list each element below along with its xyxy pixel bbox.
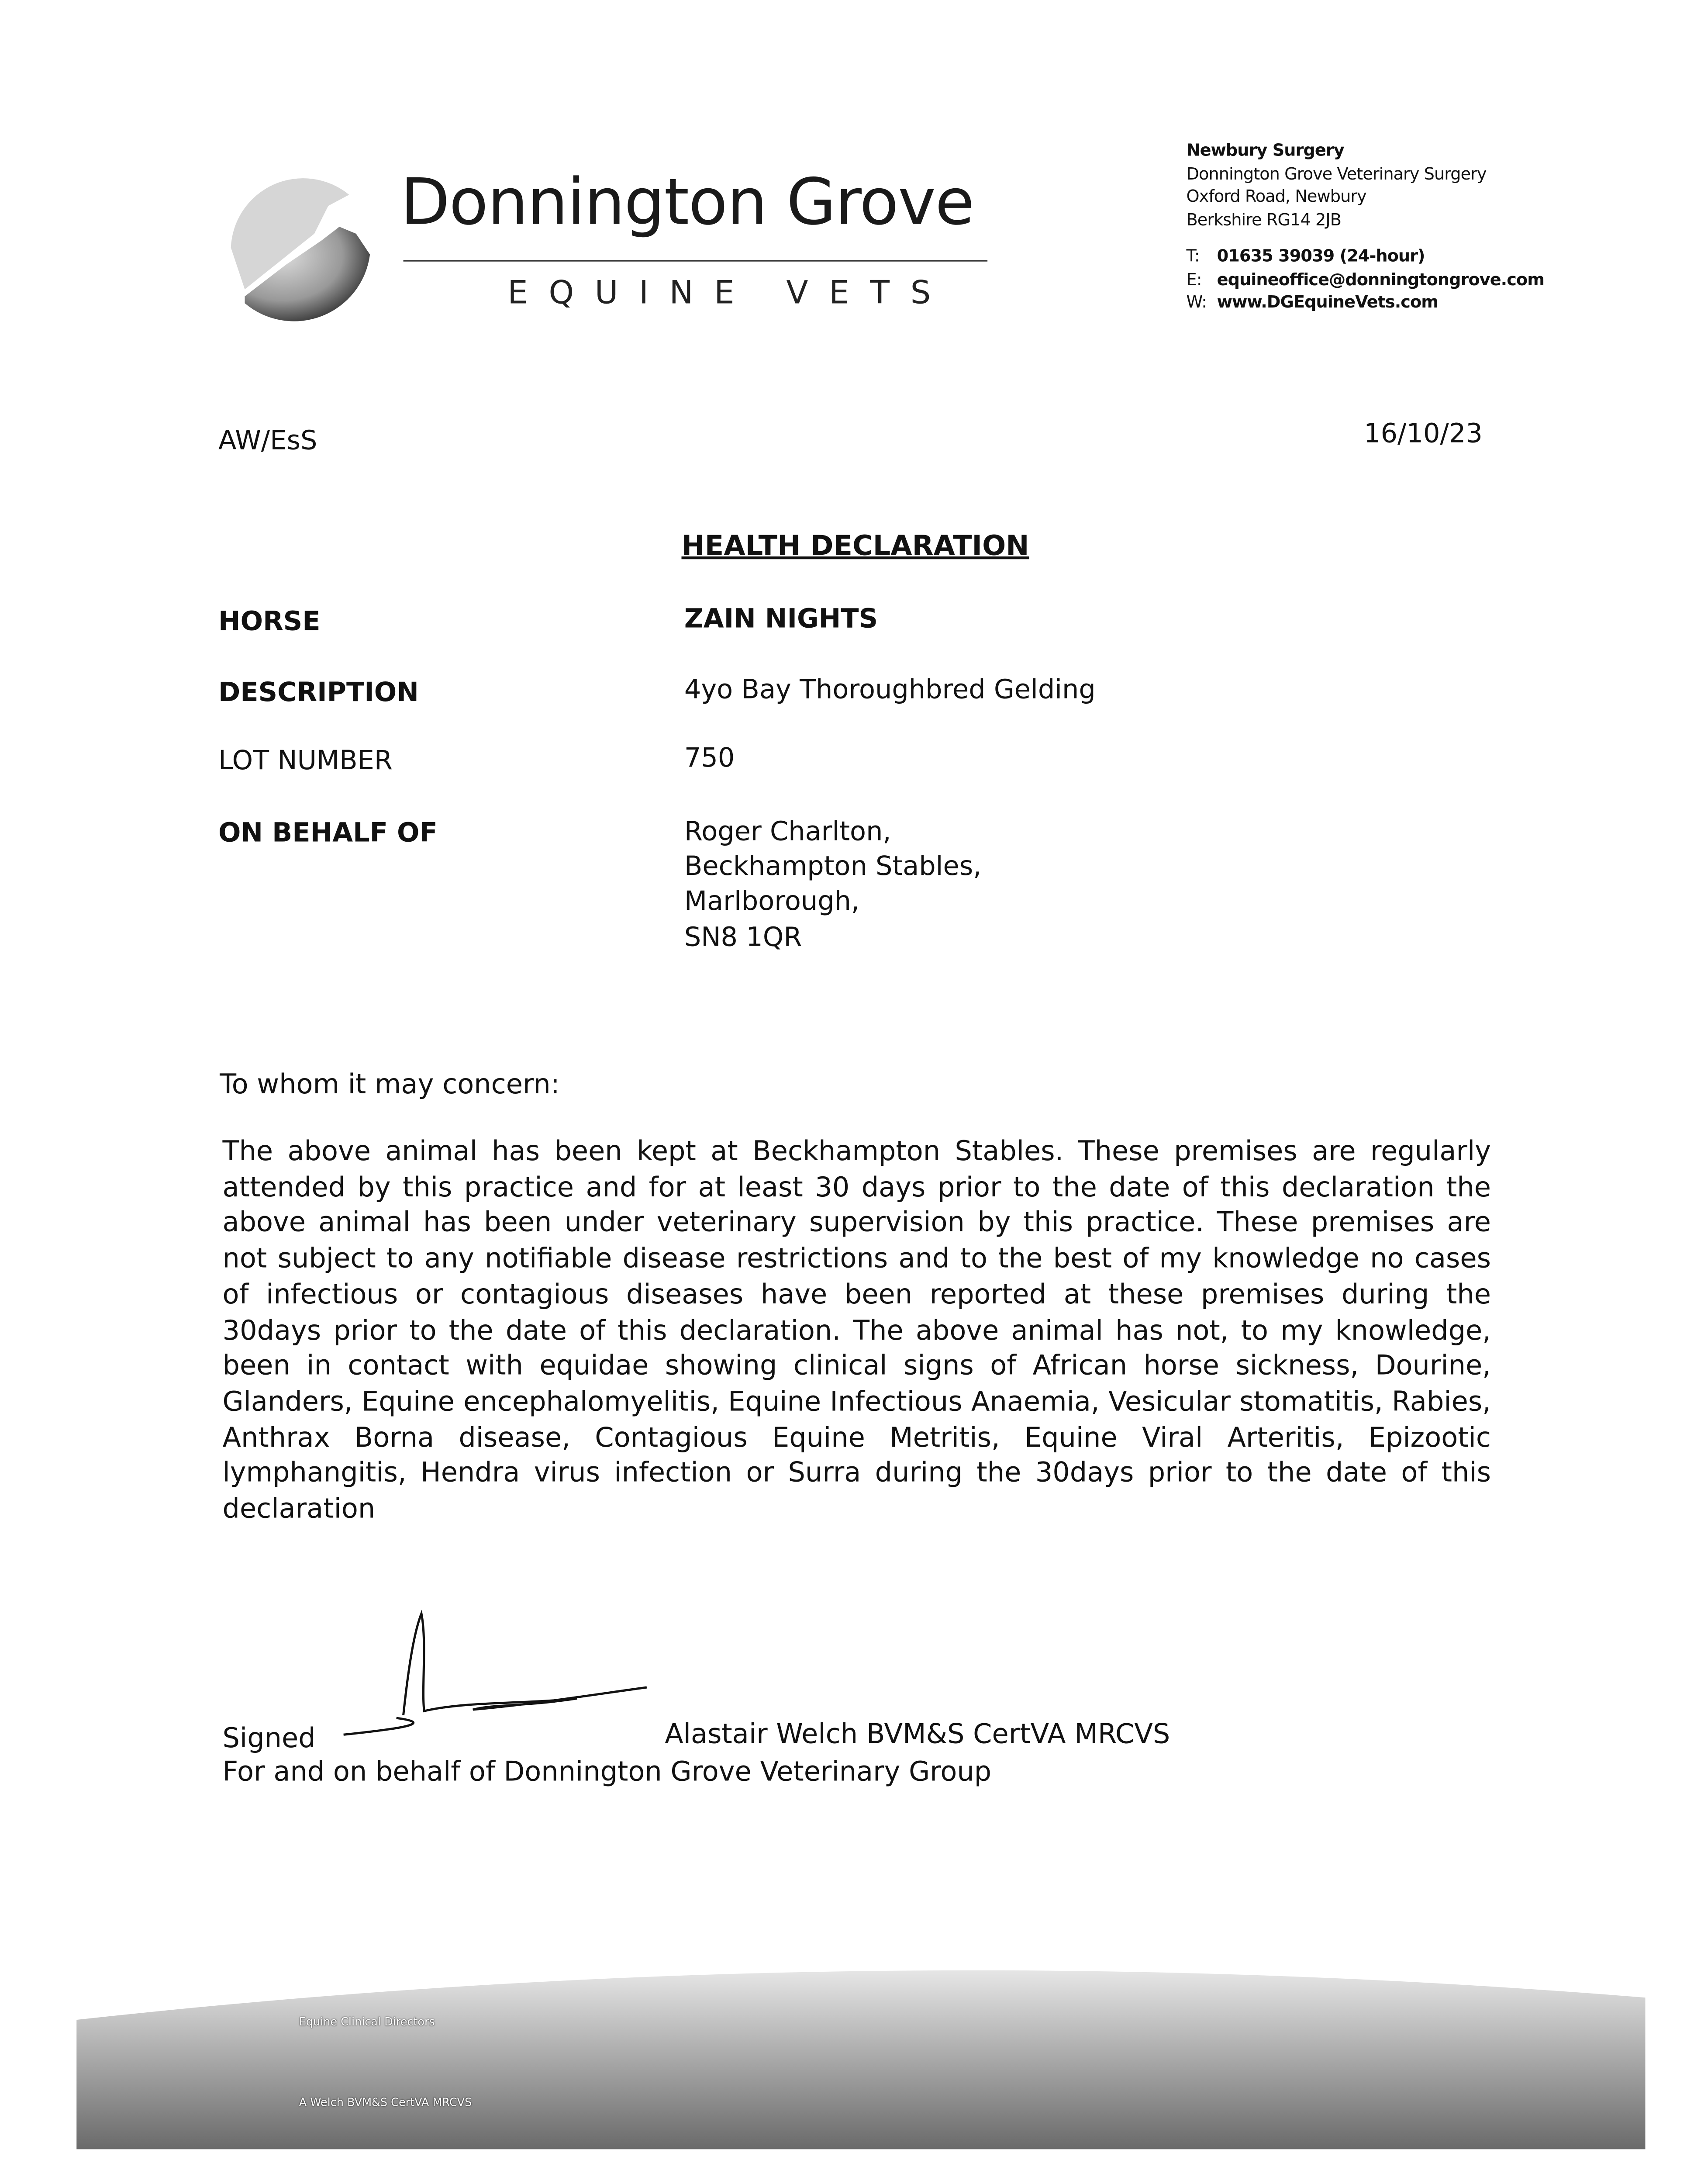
behalf-line: Marlborough, [684,886,860,917]
lot-label: LOT NUMBER [218,745,393,777]
date: 16/10/23 [1364,418,1483,449]
email-link[interactable]: equineoffice@donningtongrove.com [1217,269,1545,289]
address-line: Donnington Grove Veterinary Surgery [1186,163,1487,183]
web-label: W: [1186,292,1207,312]
behalf-line: SN8 1QR [684,922,802,953]
surgery-name: Newbury Surgery [1186,140,1344,160]
brand-divider [404,260,988,262]
horse-label: HORSE [218,606,321,637]
description-value: 4yo Bay Thoroughbred Gelding [684,674,1096,705]
on-behalf-line: For and on behalf of Donnington Grove Veterinary Group [222,1755,992,1788]
signature-image [341,1607,654,1745]
behalf-line: Roger Charlton, [684,816,891,847]
description-label: DESCRIPTION [218,677,419,708]
footer-name: A Welch BVM&S CertVA MRCVS [299,2095,472,2108]
address-line: Oxford Road, Newbury [1186,186,1366,206]
horse-value: ZAIN NIGHTS [684,604,878,635]
declaration-body: The above animal has been kept at Beckhampton Stables. These premises are regularly attended by this practice and for at least 30 days prior to the date of this declaration the above animal has been under veterinary supervision by this practice. These premises are not subject to any notifiable disease restrictions and to the best of my knowledge no cases of infectious or contagious diseases have been reported at these premises during the 30days prior to the date of this declaration. The above animal has not, to my knowledge, been in contact with equidae showing clinical signs of African horse sickness, Dourine, Glanders, Equine encephalomyelitis, Equine Infectious Anaemia, Vesicular stomatitis, Rabies, Anthrax Borna disease, Contagious Equine Metritis, Equine Viral Arteritis, Epizootic lymphangitis, Hendra virus infection or Surra during the 30days prior to the date of this declaration [222,1135,1491,1525]
signer-name: Alastair Welch BVM&S CertVA MRCVS [665,1718,1170,1750]
footer-heading: Equine Clinical Directors [299,2015,435,2028]
behalf-line: Beckhampton Stables, [684,851,982,882]
greeting: To whom it may concern: [220,1068,560,1101]
email-label: E: [1186,269,1202,289]
web-link[interactable]: www.DGEquineVets.com [1217,292,1439,312]
reference: AW/EsS [218,425,317,456]
behalf-label: ON BEHALF OF [218,818,438,849]
horse-head-logo-icon [217,164,381,334]
lot-value: 750 [684,743,735,774]
brand-subtitle: EQUINE VETS [507,275,952,312]
brand-name: Donnington Grove [400,164,974,239]
address-line: Berkshire RG14 2JB [1186,209,1341,229]
document-title: HEALTH DECLARATION [681,529,1029,562]
phone-label: T: [1186,246,1200,266]
footer-band [76,1961,1645,2153]
phone: 01635 39039 (24-hour) [1217,246,1425,266]
signed-label: Signed [222,1722,316,1754]
contact-block [1187,139,1545,314]
